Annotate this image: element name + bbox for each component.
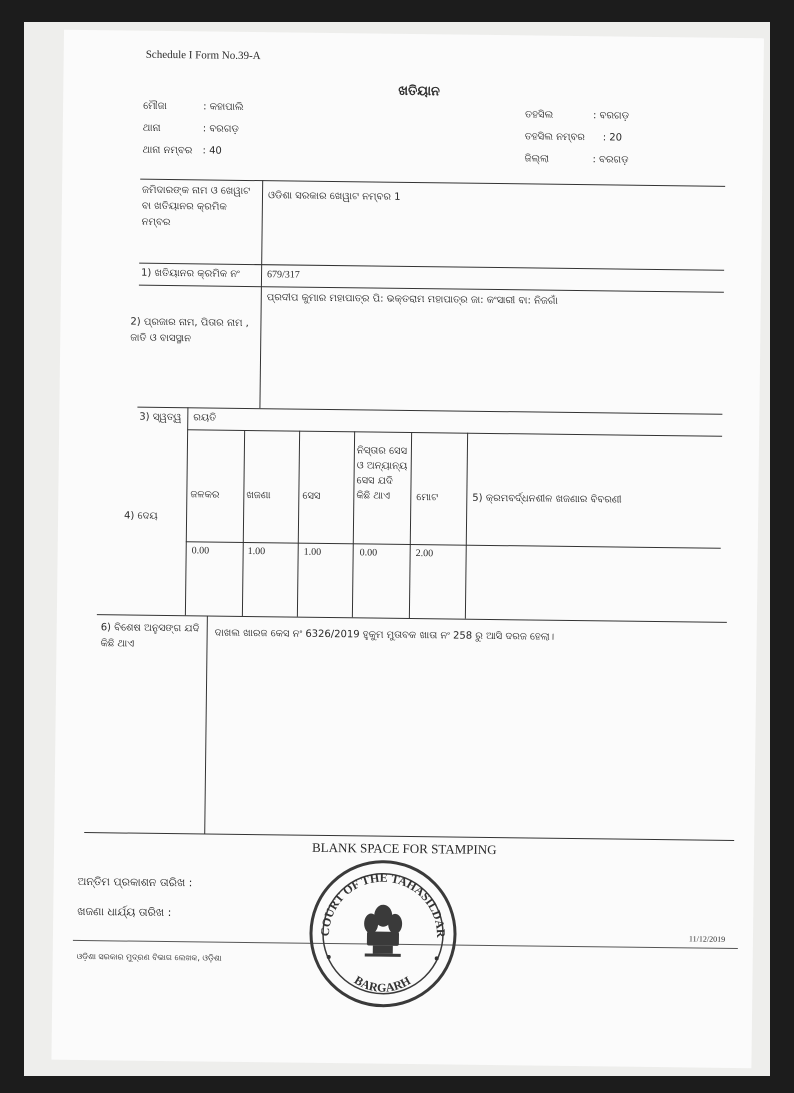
zamindar-value: ଓଡିଶା ସରକାର ଖେୱାଟ ନମ୍ବର 1 bbox=[267, 190, 401, 203]
district-label: ଜିଲ୍ଲା bbox=[524, 153, 550, 165]
emblem-icon bbox=[364, 904, 403, 956]
swatwa-value: ରୟତି bbox=[193, 412, 217, 424]
seal-bottom-text: BARGARH bbox=[351, 972, 413, 995]
page-title: ଖତିୟାନ bbox=[398, 83, 441, 100]
tahasil-number-value: : 20 bbox=[602, 132, 623, 144]
rent-value-khajana: 1.00 bbox=[247, 546, 266, 558]
rent-header-cess: ସେସ bbox=[302, 490, 321, 502]
rent-value-total: 2.00 bbox=[415, 548, 434, 560]
tahasil-value: : ବରଗଡ଼ bbox=[592, 110, 630, 122]
thana-label: ଥାନା bbox=[142, 122, 161, 134]
thana-number-label: ଥାନା ନମ୍ବର bbox=[142, 144, 193, 157]
seal-top-text: COURT OF THE TAHASILDAR bbox=[317, 870, 449, 938]
rent-value-cess: 1.00 bbox=[303, 546, 322, 558]
rent-header-progressive: 5) କ୍ରମବର୍ଦ୍ଧନଶୀଳ ଖଜଣାର ବିବରଣୀ bbox=[472, 492, 622, 506]
rent-header-khajana: ଖଜଣା bbox=[246, 489, 271, 502]
district-value: : ବରଗଡ଼ bbox=[592, 154, 629, 166]
date-stamp: 11/12/2019 bbox=[688, 934, 726, 944]
special-label: 6) ବିଶେଷ ଅନୁସଙ୍ଗ ଯଦି କିଛି ଥାଏ bbox=[100, 622, 200, 650]
document-photo bbox=[24, 22, 770, 1076]
owner-value: ପ୍ରଦୀପ କୁମାର ମହାପାତ୍ର ପି: ଭକ୍ତରାମ ମହାପାତ୍ର ଜା: କଂସାରୀ ବା: ନିଜଗାଁ bbox=[266, 292, 558, 307]
mouza-label: ମୌଜା bbox=[143, 100, 167, 112]
mouza-value: : କହାପାଲି bbox=[203, 101, 244, 113]
tahasil-number-label: ତହସିଲ ନମ୍ବର bbox=[524, 131, 585, 144]
khatiyan-number: 679/317 bbox=[266, 269, 300, 281]
owner-label: 2) ପ୍ରଜାର ନାମ, ପିତାର ନାମ , ଜାତି ଓ ବାସସ୍ଥାନ bbox=[130, 316, 249, 345]
rent-value-other-cess: 0.00 bbox=[359, 547, 378, 559]
thana-value: : ବରଗଡ଼ bbox=[202, 123, 239, 135]
rent-header-water: ଜଳକର bbox=[190, 489, 220, 501]
tahasildar-seal bbox=[302, 853, 464, 1015]
tahasil-label: ତହସିଲ bbox=[524, 109, 554, 121]
rent-header-other-cess: ନିସ୍ତାର ସେସ ଓ ଅନ୍ୟାନ୍ୟ ସେସ ଯଦି କିଛି ଥାଏ bbox=[356, 445, 408, 502]
thana-number-value: : 40 bbox=[202, 145, 222, 157]
rent-header-total: ମୋଟ bbox=[416, 492, 439, 504]
form-number: Schedule I Form No.39-A bbox=[145, 48, 261, 63]
stamping-space-label: BLANK SPACE FOR STAMPING bbox=[311, 839, 497, 858]
press-imprint: ଓଡ଼ିଶା ସରକାର ମୁଦ୍ରଣ ବିଭାଗ ଲେଖକ, ଓଡ଼ିଶା bbox=[76, 951, 222, 963]
special-remarks: ଦାଖଲ ଖାରଜ କେସ ନଂ 6326/2019 ହୁକୁମ ମୁତାବକ ଖାତା ନଂ 258 ରୁ ଆସି ଦରଜ ହେଲା। bbox=[214, 627, 555, 643]
rent-fixation-date: ଖଜଣା ଧାର୍ଯ୍ୟ ତାରିଖ : bbox=[77, 904, 172, 920]
zamindar-label: ଜମିଦାରଙ୍କ ନାମ ଓ ଖେୱାଟ ବା ଖତିୟାନର କ୍ରମିକ ନମ୍ବର bbox=[141, 184, 251, 229]
rent-value-water: 0.00 bbox=[191, 545, 210, 557]
form-sheet bbox=[51, 30, 764, 1068]
rent-label: 4) ଦେୟ bbox=[124, 510, 158, 522]
swatwa-label: 3) ସ୍ୱତ୍ୱ bbox=[139, 411, 182, 424]
final-publication-date: ଅନ୍ତିମ ପ୍ରକାଶନ ତାରିଖ : bbox=[77, 874, 193, 890]
khatiyan-label: 1) ଖତିୟାନର କ୍ରମିକ ନଂ bbox=[140, 267, 240, 280]
